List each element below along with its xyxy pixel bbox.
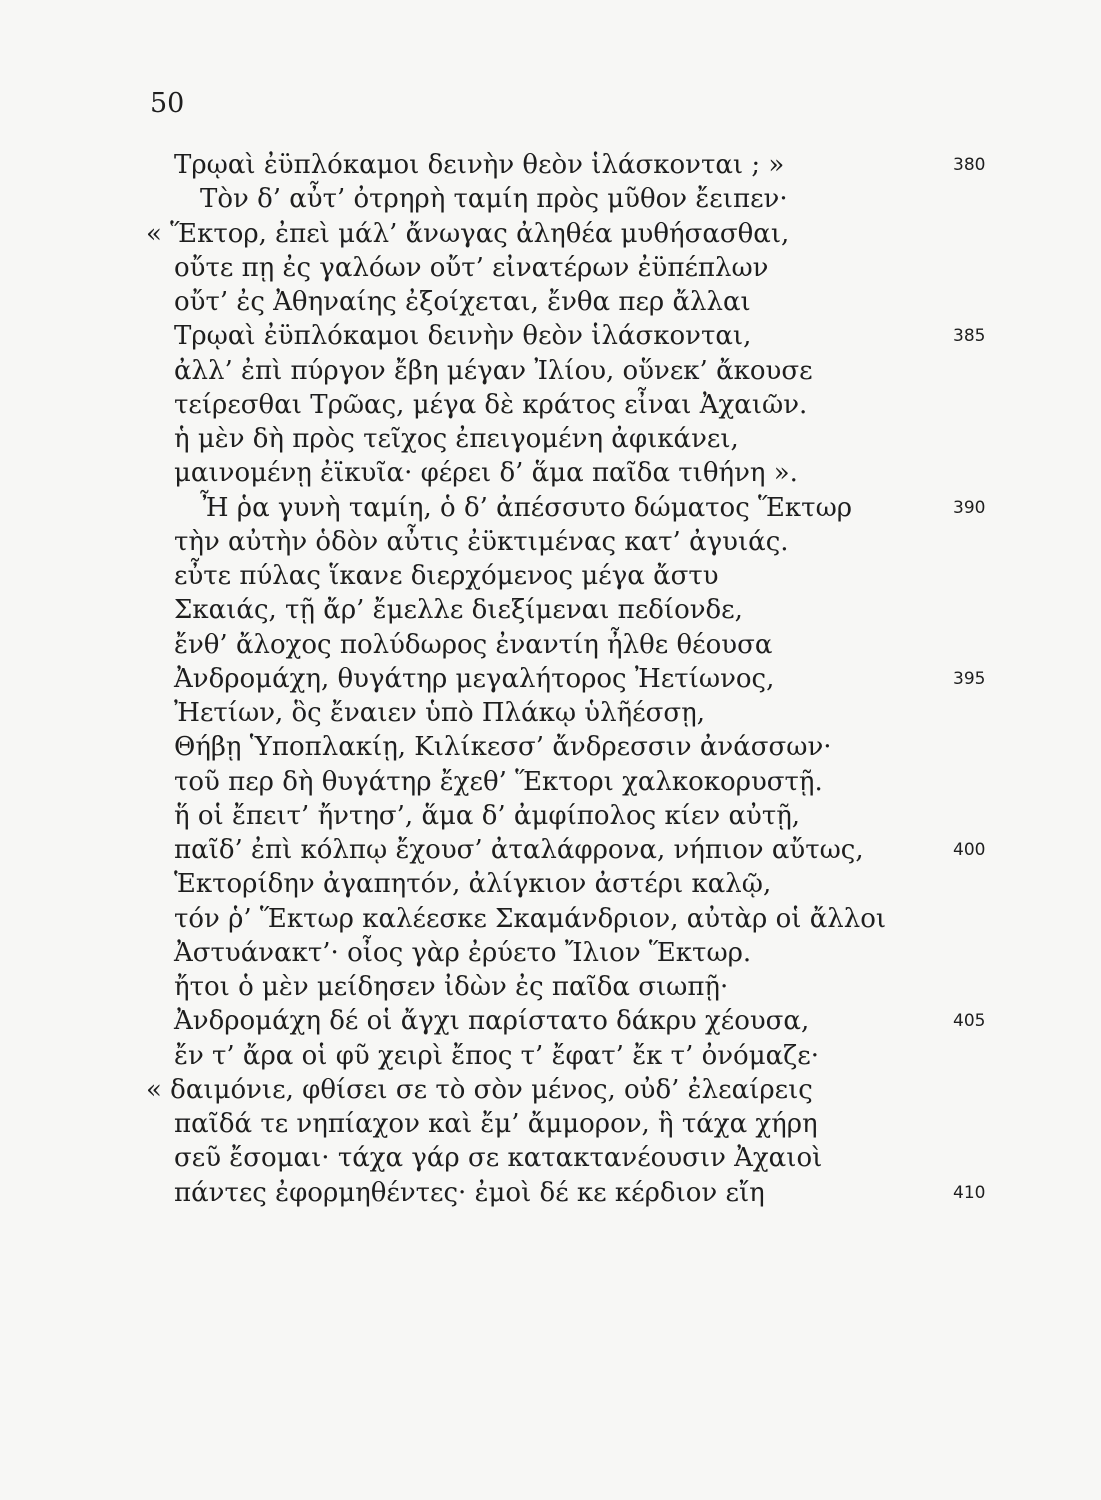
line-number: 410 <box>953 1182 986 1203</box>
verse-text: τόν ῥ’ Ἕκτωρ καλέεσκε Σκαμάνδριον, αὐτὰρ οἱ ἄλλοι <box>174 903 887 934</box>
line-number: 380 <box>953 155 986 175</box>
verse-line <box>0 1039 1101 1073</box>
verse-text: ἀλλ’ ἐπὶ πύργον ἔβη μέγαν Ἰλίου, οὕνεκ’ ἄκουσε <box>174 355 813 386</box>
verse-line <box>0 525 1101 559</box>
verse-line <box>0 970 1101 1004</box>
verse-text: Ἑκτορίδην ἀγαπητόν, ἀλίγκιον ἀστέρι καλῷ, <box>174 869 772 900</box>
verse-line <box>0 456 1101 490</box>
verse-text: πάντες ἐφορμηθέντες· ἐμοὶ δέ κε κέρδιον εἴη <box>174 1177 765 1208</box>
verse-text: τὴν αὐτὴν ὁδὸν αὖτις ἐϋκτιμένας κατ’ ἀγυιάς. <box>174 526 789 557</box>
verse-line <box>0 1176 1101 1210</box>
verse-block <box>0 148 1101 1210</box>
verse-text: « Ἕκτορ, ἐπεὶ μάλ’ ἄνωγας ἀληθέα μυθήσασθαι, <box>146 218 790 249</box>
line-number: 385 <box>953 326 986 347</box>
verse-line <box>0 1073 1101 1107</box>
verse-text: Ἠετίων, ὃς ἔναιεν ὑπὸ Πλάκῳ ὑλῆέσσῃ, <box>174 698 705 728</box>
verse-line <box>0 662 1101 696</box>
line-number: 395 <box>953 668 986 689</box>
verse-line <box>0 1004 1101 1038</box>
verse-text: Θήβῃ Ὑποπλακίῃ, Κιλίκεσσ’ ἄνδρεσσιν ἀνάσσων· <box>174 732 832 763</box>
verse-text: παῖδ’ ἐπὶ κόλπῳ ἔχουσ’ ἀταλάφρονα, νήπιον αὔτως, <box>174 835 864 865</box>
verse-text: ἔν τ’ ἄρα οἱ φῦ χειρὶ ἔπος τ’ ἔφατ’ ἔκ τ’ ὀνόμαζε· <box>174 1040 819 1071</box>
page-number: 50 <box>150 88 185 119</box>
verse-line <box>0 730 1101 764</box>
verse-line <box>0 1107 1101 1141</box>
verse-line <box>0 491 1101 525</box>
verse-text: οὔτε πῃ ἐς γαλόων οὔτ’ εἰνατέρων ἐϋπέπλων <box>174 252 769 283</box>
verse-text: « δαιμόνιε, φθίσει σε τὸ σὸν μένος, οὐδ’ ἐλεαίρεις <box>146 1074 813 1105</box>
verse-text: εὖτε πύλας ἵκανε διερχόμενος μέγα ἄστυ <box>174 561 719 591</box>
verse-text: Τρῳαὶ ἐϋπλόκαμοι δεινὴν θεὸν ἱλάσκονται, <box>174 321 752 352</box>
verse-line <box>0 799 1101 833</box>
verse-line <box>0 559 1101 593</box>
verse-text: τοῦ περ δὴ θυγάτηρ ἔχεθ’ Ἕκτορι χαλκοκορυστῇ. <box>174 766 823 797</box>
verse-text: ἔνθ’ ἄλοχος πολύδωρος ἐναντίη ἦλθε θέουσα <box>174 629 773 660</box>
verse-line <box>0 1141 1101 1175</box>
verse-line <box>0 902 1101 936</box>
verse-text: ἥ οἱ ἔπειτ’ ἤντησ’, ἅμα δ’ ἀμφίπολος κίεν αὐτῇ, <box>174 800 801 831</box>
verse-line <box>0 936 1101 970</box>
verse-line <box>0 628 1101 662</box>
verse-line <box>0 148 1101 182</box>
line-number: 390 <box>953 497 986 518</box>
verse-line <box>0 251 1101 285</box>
line-number: 405 <box>953 1011 986 1032</box>
verse-line <box>0 765 1101 799</box>
verse-text: Ἀστυάνακτ’· οἶος γὰρ ἐρύετο Ἴλιον Ἕκτωρ. <box>174 937 752 968</box>
verse-text: Τρῳαὶ ἐϋπλόκαμοι δεινὴν θεὸν ἱλάσκονται ; » <box>174 150 785 180</box>
verse-line <box>0 833 1101 867</box>
verse-line <box>0 285 1101 319</box>
line-number: 400 <box>953 840 986 860</box>
verse-text: σεῦ ἔσομαι· τάχα γάρ σε κατακτανέουσιν Ἀχαιοὶ <box>174 1143 823 1174</box>
verse-text: μαινομένῃ ἐϊκυῖα· φέρει δ’ ἅμα παῖδα τιθήνη ». <box>174 458 798 489</box>
verse-line <box>0 388 1101 422</box>
verse-text: παῖδά τε νηπίαχον καὶ ἔμ’ ἄμμορον, ἣ τάχα χήρη <box>174 1109 818 1139</box>
verse-line <box>0 319 1101 353</box>
verse-text: οὔτ’ ἐς Ἀθηναίης ἐξοίχεται, ἔνθα περ ἄλλαι <box>174 287 751 317</box>
verse-line <box>0 422 1101 456</box>
verse-text: Ἀνδρομάχη δέ οἱ ἄγχι παρίστατο δάκρυ χέουσα, <box>174 1006 810 1037</box>
verse-text: Ἀνδρομάχη, θυγάτηρ μεγαλήτορος Ἠετίωνος, <box>174 663 775 694</box>
verse-line <box>0 696 1101 730</box>
verse-text: τείρεσθαι Τρῶας, μέγα δὲ κράτος εἶναι Ἀχαιῶν. <box>174 389 808 420</box>
verse-text: Σκαιάς, τῇ ἄρ’ ἔμελλε διεξίμεναι πεδίονδε, <box>174 595 743 626</box>
verse-text: Ἦ ῥα γυνὴ ταμίη, ὁ δ’ ἀπέσσυτο δώματος Ἕκτωρ <box>200 492 853 523</box>
verse-text: ἡ μὲν δὴ πρὸς τεῖχος ἐπειγομένη ἀφικάνει, <box>174 424 739 454</box>
verse-line <box>0 593 1101 627</box>
verse-line <box>0 217 1101 251</box>
verse-line <box>0 867 1101 901</box>
verse-text: ἤτοι ὁ μὲν μείδησεν ἰδὼν ἐς παῖδα σιωπῇ· <box>174 972 729 1002</box>
verse-line <box>0 182 1101 216</box>
verse-line <box>0 354 1101 388</box>
verse-text: Τὸν δ’ αὖτ’ ὀτρηρὴ ταμίη πρὸς μῦθον ἔειπεν· <box>200 184 788 215</box>
